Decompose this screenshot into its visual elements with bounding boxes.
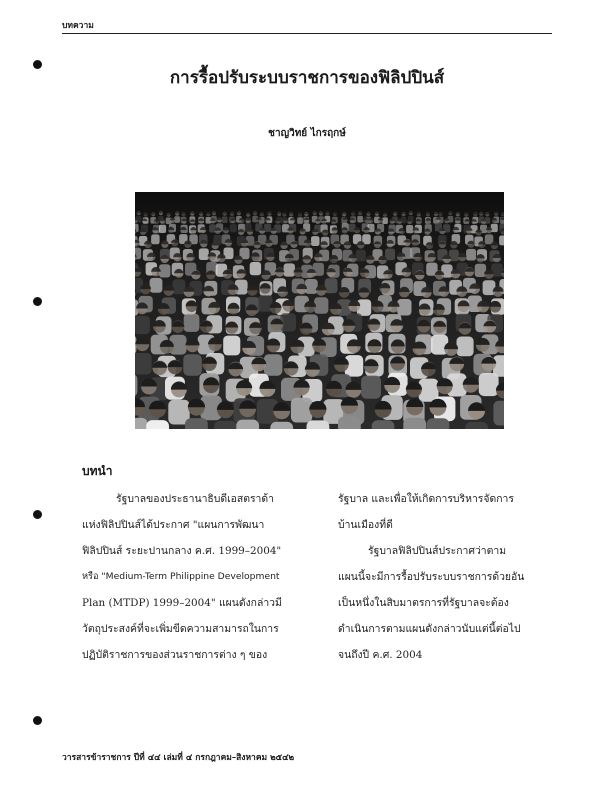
body-column-left <box>82 486 308 668</box>
punch-hole-icon <box>33 60 42 69</box>
punch-hole-icon <box>33 297 42 306</box>
article-author: ชาญวิทย์ ไกรฤกษ์ <box>268 128 346 139</box>
body-line: รัฐบาลฟิลิปปินส์ประกาศว่าตาม <box>368 545 507 557</box>
body-line: รัฐบาล และเพื่อให้เกิดการบริหารจัดการ <box>338 493 514 505</box>
body-line: แห่งฟิลิปปินส์ได้ประกาศ "แผนการพัฒนา <box>82 519 265 531</box>
body-line: แผนนี้จะมีการรื้อปรับระบบราชการด้วยอัน <box>338 571 525 583</box>
body-line: รัฐบาลของประธานาธิบดีเอสตราด้า <box>116 493 274 505</box>
body-line: เป็นหนึ่งในสิบมาตรการที่รัฐบาลจะต้อง <box>338 597 509 609</box>
punch-hole-icon <box>33 510 42 519</box>
section-heading-intro: บทนำ <box>82 464 113 478</box>
body-line: บ้านเมืองที่ดี <box>338 519 393 531</box>
body-line: วัตถุประสงค์ที่จะเพิ่มขีดความสามารถในการ <box>82 623 279 635</box>
body-line: จนถึงปี ค.ศ. 2004 <box>338 649 423 661</box>
punch-hole-icon <box>33 716 42 725</box>
audience-photo-icon <box>135 192 504 429</box>
article-title: การรื้อปรับระบบราชการของฟิลิปปินส์ <box>169 68 445 88</box>
page-footer: วารสารข้าราชการ ปีที่ ๔๔ เล่มที่ ๔ กรกฎาคม–สิงหาคม ๒๕๔๒ <box>62 753 295 763</box>
body-line: หรือ "Medium-Term Philippine Development <box>82 571 280 582</box>
body-line: Plan (MTDP) 1999–2004" แผนดังกล่าวมี <box>82 597 282 609</box>
body-line: ฟิลิปปินส์ ระยะปานกลาง ค.ศ. 1999–2004" <box>82 545 282 557</box>
body-column-right <box>338 486 556 668</box>
running-head: บทความ <box>62 21 94 31</box>
audience-photo <box>135 192 504 429</box>
body-line: ดำเนินการตามแผนดังกล่าวนับแต่นี้ต่อไป <box>338 623 521 635</box>
header-rule <box>62 33 552 34</box>
body-line: ปฏิบัติราชการของส่วนราชการต่าง ๆ ของ <box>82 649 268 661</box>
